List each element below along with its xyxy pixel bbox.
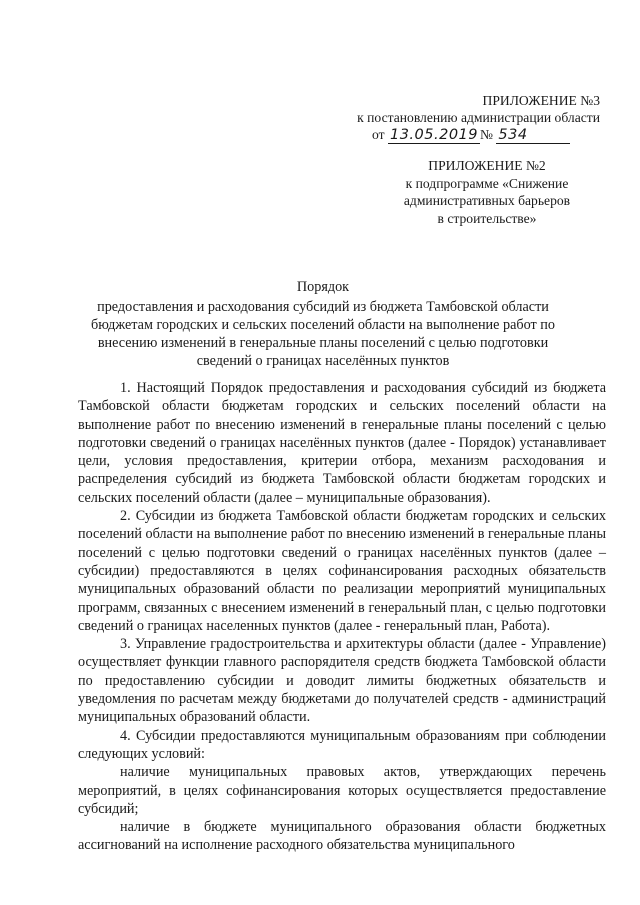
paragraph-1: 1. Настоящий Порядок предоставления и расходования субсидий из бюджета Тамбовской области бюджетам городских и сельских поселений области на выполнение работ по внесению изменений в генеральные планы поселений с целью подготовки сведений о границах населённых пунктов (далее - Порядок) устанавливает цели, условия предоставления, критерии отбора, механизм расходования и распределения субсидий из бюджета Тамбовской области бюджетам городских и сельских поселений области (далее – муниципальные образования). xyxy=(78,380,606,506)
appendix-3-title: ПРИЛОЖЕНИЕ №3 xyxy=(482,93,600,108)
paragraph-4: 4. Субсидии предоставляются муниципальным образованиям при соблюдении следующих условий: xyxy=(78,727,606,762)
number-label: № xyxy=(480,127,493,142)
handwritten-date: 13.05.2019 xyxy=(389,127,478,143)
appendix-3-dateline xyxy=(372,126,600,144)
appendix-3-line: к постановлению администрации области xyxy=(357,110,600,125)
paragraph-5: наличие муниципальных правовых актов, утверждающих перечень мероприятий, в целях софинансирования которых осуществляется предоставление субсидий; xyxy=(78,764,606,817)
document-title xyxy=(72,278,574,370)
appendix-2-title: ПРИЛОЖЕНИЕ №2 xyxy=(428,158,546,173)
appendix-2-line-3: в строительстве» xyxy=(437,210,537,226)
appendix-3-block xyxy=(330,92,600,144)
title-line-1: предоставления и расходования субсидий из бюджета Тамбовской области xyxy=(97,299,549,315)
title-heading: Порядок xyxy=(296,279,350,295)
handwritten-number: 534 xyxy=(496,128,570,144)
title-line-2: бюджетам городских и сельских поселений области на выполнение работ по xyxy=(91,317,555,333)
title-line-3: внесению изменений в генеральные планы поселений с целью подготовки xyxy=(97,335,549,351)
title-line-4: сведений о границах населённых пунктов xyxy=(196,353,450,369)
appendix-2-line-1: к подпрограмме «Снижение xyxy=(405,175,569,191)
document-body xyxy=(78,379,606,855)
paragraph-3: 3. Управление градостроительства и архитектуры области (далее - Управление) осуществляет функции главного распорядителя средств бюджета Тамбовской области по предоставлению субсидии и доводит лимиты бюджетных обязательств и уведомления по расчетам между бюджетами до получателей средств - администраций муниципальных образований области. xyxy=(78,636,606,726)
appendix-2-line-2: административных барьеров xyxy=(403,193,571,208)
appendix-2-block xyxy=(392,157,582,227)
paragraph-2: 2. Субсидии из бюджета Тамбовской области бюджетам городских и сельских поселений области на выполнение работ по внесению изменений в генеральные планы поселений с целью подготовки сведений о границах населённых пунктов (далее – субсидии) предоставляются в целях софинансирования расходных обязательств муниципальных образований области по реализации мероприятий муниципальных программ, связанных с внесением изменений в генеральный план, с целью подготовки сведений о границах населенных пунктов (далее - генеральный план, Работа). xyxy=(78,508,606,634)
paragraph-6: наличие в бюджете муниципального образования области бюджетных ассигнований на исполнение расходного обязательства муниципального xyxy=(78,819,606,854)
from-label: от xyxy=(372,127,385,142)
